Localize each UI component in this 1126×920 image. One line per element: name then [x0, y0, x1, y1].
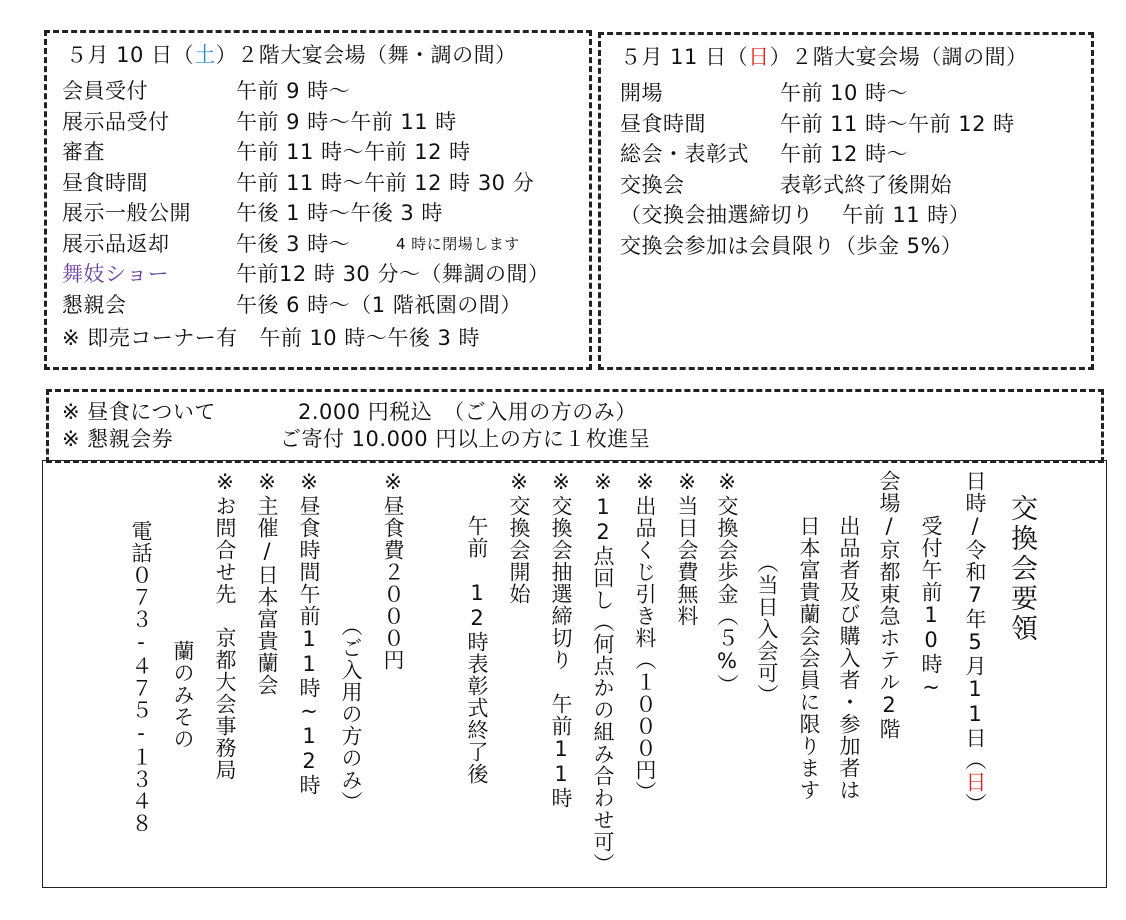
exchange-members-only: 日本富貴蘭会会員に限ります — [797, 515, 821, 801]
note-party-label: ※ 懇親会券 — [62, 427, 174, 451]
day2-row-value: 表彰式終了後開始 — [780, 172, 952, 197]
day2-row-label: 総会・表彰式 — [620, 142, 749, 166]
day1-row-value: 午前12 時 30 分～（舞調の間） — [236, 262, 550, 286]
day2-lottery-deadline: （交換会抽選締切り 午前 11 時） — [620, 203, 971, 227]
exchange-start: ※交換会開始 — [507, 470, 531, 605]
exchange-reception: 受付午前10時~ — [919, 515, 943, 700]
day1-header: ５月 10 日（土）２階大宴会場（舞・調の間） — [66, 43, 517, 67]
note-lunch-label: ※ 昼食について — [62, 400, 216, 424]
day1-row-label: 展示一般公開 — [62, 201, 191, 225]
exchange-lunch-note: （ご入用の方のみ） — [339, 615, 363, 813]
day2-row-label: 昼食時間 — [620, 111, 706, 136]
exchange-organizer: ※主催/日本富貴蘭会 — [255, 470, 279, 696]
exchange-same-day: （当日入会可） — [755, 552, 779, 706]
day2-row-value: 午前 10 時～ — [780, 81, 909, 105]
day2-header: ５月 11 日（日）２階大宴会場（調の間） — [620, 45, 1028, 69]
exchange-day-fee: ※当日会費無料 — [675, 470, 699, 627]
exchange-title: 交換会要領 — [1006, 494, 1037, 644]
day2-row-label: 開場 — [620, 81, 663, 105]
exchange-start-time: 午前 12時表彰式終了後 — [465, 515, 489, 785]
day1-row-value: 午前 9 時～午前 11 時 — [236, 109, 457, 134]
day2-member-only: 交換会参加は会員限り（歩金 5%） — [620, 234, 963, 258]
day1-row-note: 4 時に閉場します — [396, 234, 520, 253]
day1-row-value: 午前 11 時～午前 12 時 — [236, 140, 471, 164]
exchange-weekday: 日 — [963, 771, 987, 793]
exchange-phone: 電話０７３-４７５-１３４８ — [129, 520, 153, 834]
exchange-datetime: 日時/令和7年5月11日（日） — [963, 470, 987, 815]
day1-row-label: 昼食時間 — [62, 170, 148, 195]
exchange-rounds: ※12点回し（何点かの組み合わせ可） — [591, 470, 615, 875]
exchange-lunch-fee: ※昼食費２０００円 — [381, 470, 405, 671]
day1-row-label: 審査 — [62, 140, 105, 164]
note-lunch-value: 2.000 円税込 （ご入用の方のみ） — [298, 400, 637, 424]
exchange-participants: 出品者及び購入者・参加者は — [837, 515, 861, 801]
day1-row-label: 懇親会 — [62, 292, 127, 317]
day1-weekday: 土 — [194, 43, 216, 67]
exchange-guidelines-box — [42, 460, 1107, 888]
day2-row-label: 交換会 — [620, 172, 685, 197]
day2-row-value: 午前 11 時～午前 12 時 — [780, 111, 1015, 136]
day1-row-label: 展示品受付 — [62, 109, 170, 134]
exchange-lunch-time: ※昼食時間午前11時~12時 — [297, 470, 321, 796]
exchange-contact-name: 蘭のみその — [171, 640, 195, 750]
day1-footer: ※ 即売コーナー有 午前 10 時～午後 3 時 — [62, 326, 481, 350]
note-party-value: ご寄付 10.000 円以上の方に１枚進呈 — [280, 427, 651, 451]
day2-weekday: 日 — [748, 45, 770, 69]
exchange-contact: ※お問合せ先 京都大会事務局 — [213, 470, 237, 781]
day1-row-value: 午後 6 時～（1 階祇園の間） — [236, 292, 522, 317]
day1-row-label: 会員受付 — [62, 79, 148, 103]
day1-row-value: 午後 1 時～午後 3 時 — [236, 201, 443, 225]
exchange-lottery-deadline: ※交換会抽選締切り 午前11時 — [549, 470, 573, 809]
exchange-lottery-fee: ※出品くじ引き料（１０００円） — [633, 470, 657, 803]
exchange-venue: 会場/京都東急ホテル2階 — [877, 470, 901, 740]
exchange-fee: ※交換会歩金（５%） — [715, 470, 739, 696]
day1-row-value: 午前 11 時～午前 12 時 30 分 — [236, 170, 535, 195]
day1-row-value: 午後 3 時～ — [236, 231, 351, 256]
day1-row-label: 展示品返却 — [62, 231, 170, 256]
day2-row-value: 午前 12 時～ — [780, 142, 909, 166]
day1-row-value: 午前 9 時～ — [236, 79, 351, 103]
day1-row-label: 舞妓ショー — [62, 262, 170, 286]
